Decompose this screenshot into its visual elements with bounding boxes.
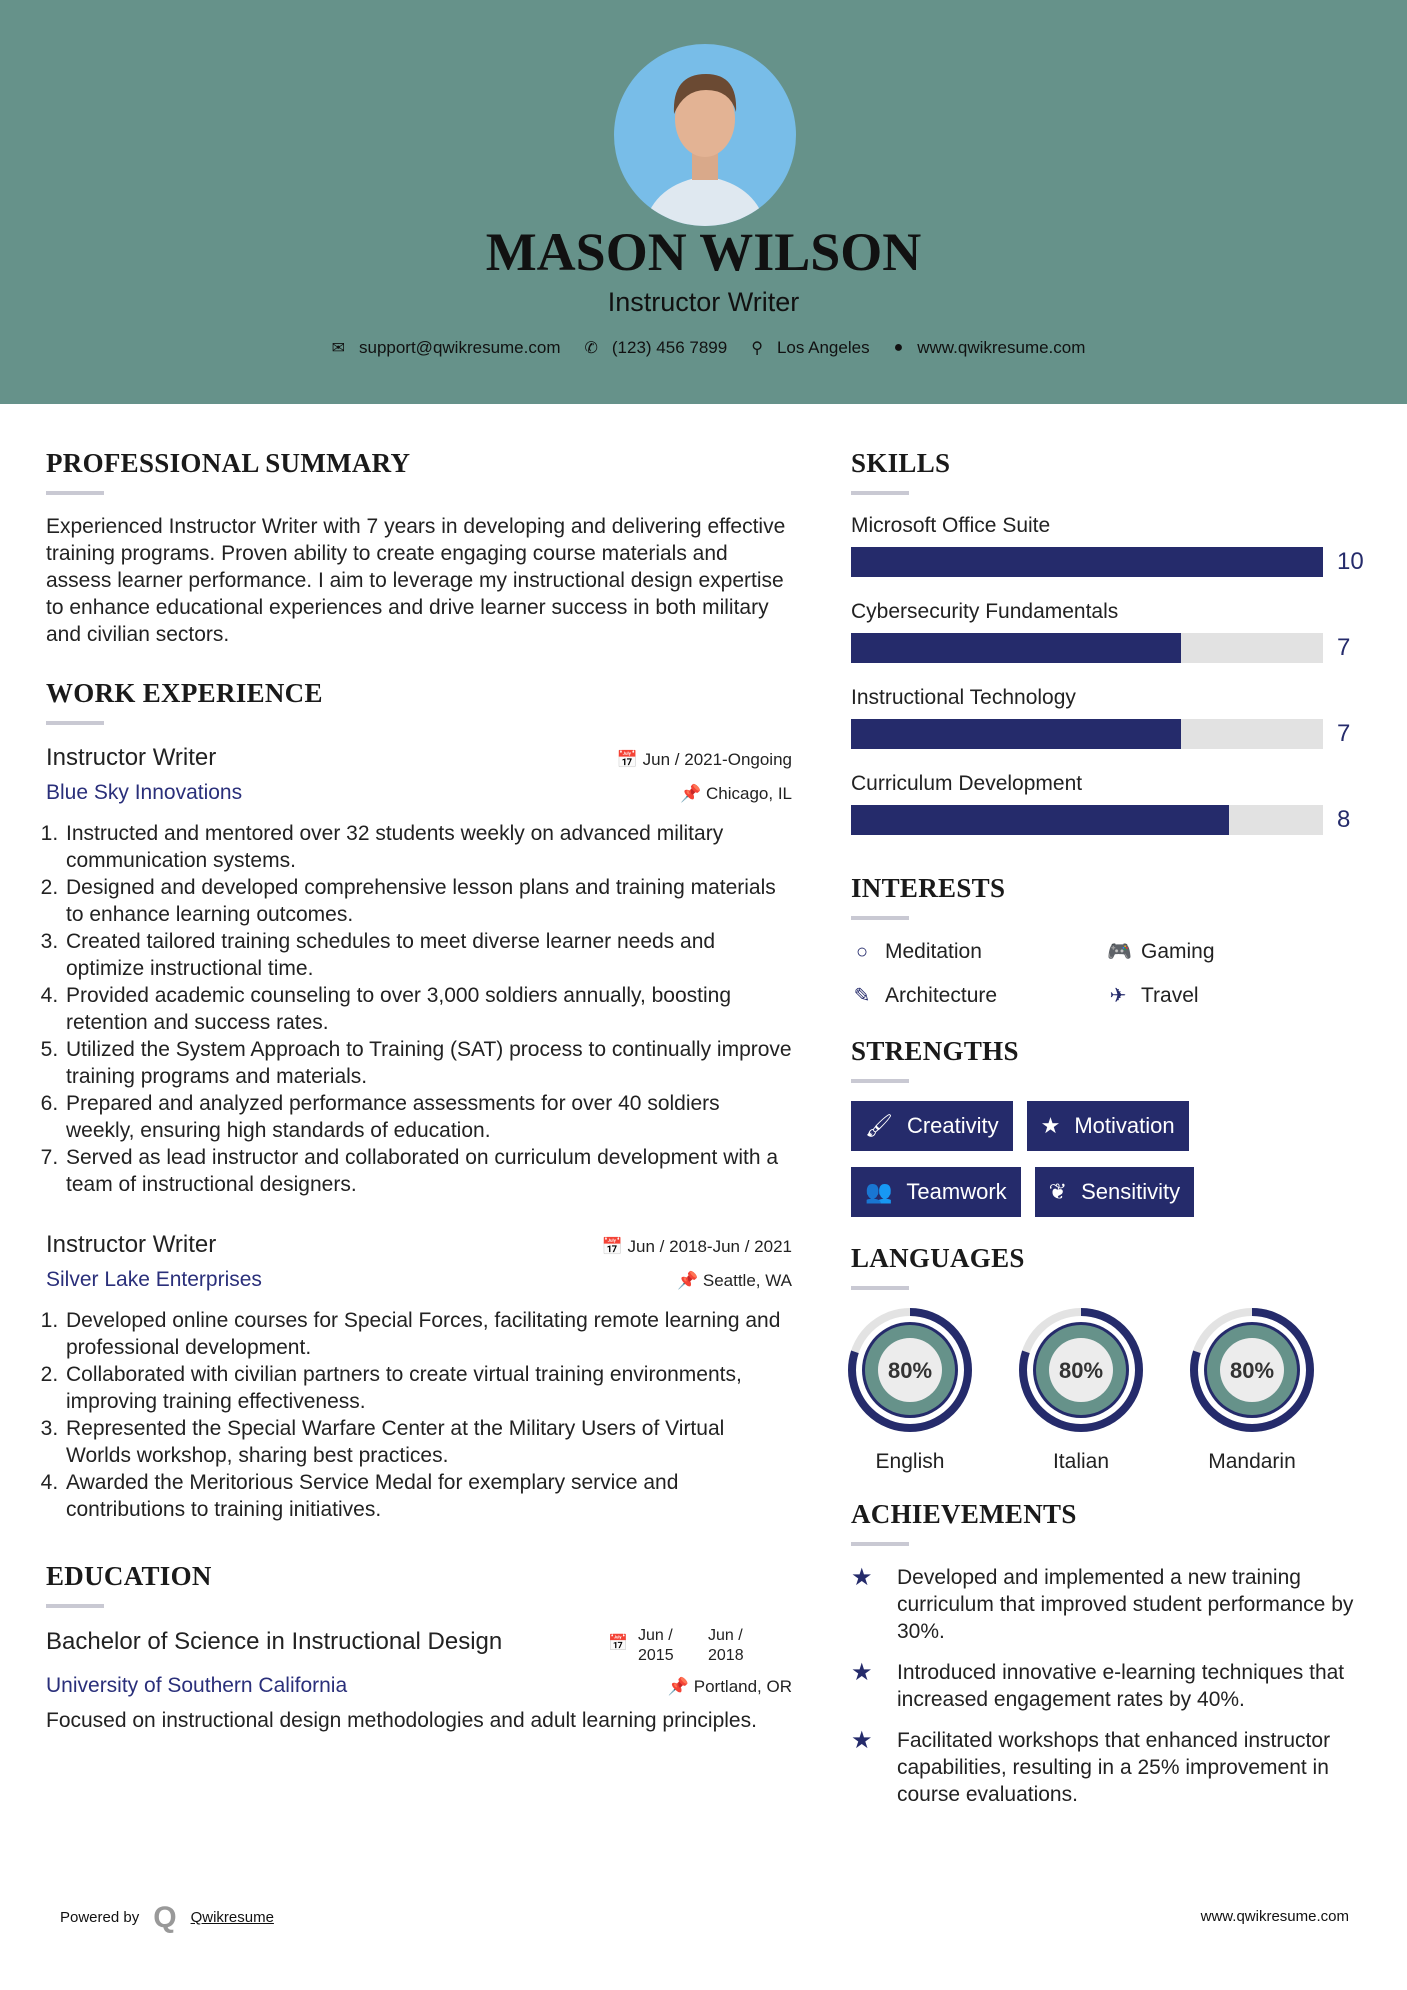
interest-gaming — [1107, 938, 1363, 966]
calendar-icon: 📅 — [601, 1237, 628, 1256]
skill-bar-fill — [851, 805, 1229, 835]
achievement-text: Developed and implemented a new training curriculum that improved student performance by 30%. — [897, 1566, 1354, 1643]
education-section — [46, 1561, 792, 1734]
strength-motivation — [1027, 1101, 1189, 1151]
list-item: 1. Developed online courses for Special Forces, facilitating remote learning and professional development. — [64, 1307, 792, 1361]
strength-sensitivity — [1035, 1167, 1194, 1217]
summary-text: Experienced Instructor Writer with 7 years in developing and delivering effective training programs. Proven ability to create engaging course materials and assess learner performance. I aim to leverage my instructional design expertise to enhance educational experiences and drive learner success in both military and civilian sectors. — [46, 515, 786, 646]
achievement-item — [851, 1564, 1371, 1645]
degree-title: Bachelor of Science in Instructional Design — [46, 1628, 503, 1655]
skill-value: 8 — [1337, 806, 1351, 833]
globe-icon: ● — [893, 339, 904, 356]
pin-icon: 📌 — [667, 1677, 694, 1696]
calendar-icon: 📅 — [608, 1635, 628, 1652]
heading-underline — [851, 491, 909, 495]
achievements-section — [851, 1499, 1381, 1808]
skill-bar — [851, 805, 1323, 835]
strength-teamwork — [851, 1167, 1021, 1217]
plane-icon: ✈ — [1109, 985, 1127, 1007]
contact-email[interactable]: support@qwikresume.com — [358, 338, 561, 357]
skill-item — [851, 771, 1381, 857]
circle-icon: ○ — [855, 941, 869, 963]
star-badge-icon: ★ — [851, 1564, 873, 1591]
job-title: Instructor Writer — [46, 1231, 217, 1258]
strength-creativity — [851, 1101, 1013, 1151]
map-marker-icon: ⚲ — [751, 340, 763, 357]
skill-bar — [851, 719, 1323, 749]
heading-underline — [46, 721, 104, 725]
envelope-icon: ✉ — [331, 340, 345, 357]
brand-link[interactable]: Qwikresume — [190, 1909, 274, 1926]
ruler-pencil-icon: ✎ — [853, 985, 871, 1007]
calendar-icon: 📅 — [616, 750, 643, 769]
language-donut — [848, 1308, 972, 1432]
pin-icon: 📌 — [680, 784, 706, 803]
job-location: Seattle, WA — [702, 1271, 792, 1290]
edu-location: Portland, OR — [693, 1677, 792, 1696]
interest-travel — [1107, 982, 1363, 1010]
achievement-text: Introduced innovative e-learning techniques that increased engagement rates by 40%. — [897, 1661, 1345, 1711]
pin-icon: 📌 — [676, 1271, 703, 1290]
language-donut — [1019, 1308, 1143, 1432]
skill-value: 7 — [1337, 634, 1351, 661]
contact-location: Los Angeles — [776, 338, 870, 357]
skill-name: Curriculum Development — [851, 772, 1083, 795]
heading-underline — [851, 1542, 909, 1546]
interest-meditation — [851, 938, 1107, 966]
language-name: Mandarin — [1208, 1450, 1296, 1473]
interest-label: Meditation — [885, 940, 982, 963]
skill-bar — [851, 633, 1323, 663]
heading-underline — [851, 916, 909, 920]
paintbrush-icon: 🖌 — [865, 1113, 893, 1138]
contact-phone[interactable]: (123) 456 7899 — [611, 338, 728, 357]
footer-powered — [60, 1903, 274, 1933]
language-percent: 80% — [1229, 1358, 1275, 1383]
achievement-text: Facilitated workshops that enhanced instructor capabilities, resulting in a 25% improvement in course evaluations. — [897, 1729, 1331, 1806]
job-title: Instructor Writer — [46, 744, 217, 771]
skill-name: Instructional Technology — [851, 686, 1076, 709]
edu-start: Jun / 2015 — [638, 1627, 674, 1664]
job-company: Silver Lake Enterprises — [46, 1268, 262, 1291]
interest-label: Travel — [1141, 984, 1199, 1007]
job-duties — [46, 1307, 792, 1523]
list-item: 7. Served as lead instructor and collaborated on curriculum development with a team of instructional designers. — [64, 1144, 792, 1198]
language-name: English — [875, 1450, 945, 1473]
footer-website[interactable]: www.qwikresume.com — [1200, 1908, 1349, 1925]
qwikresume-logo-icon: Q — [153, 1901, 177, 1934]
skill-bar-fill — [851, 633, 1181, 663]
skill-name: Microsoft Office Suite — [851, 514, 1051, 537]
job-company: Blue Sky Innovations — [46, 781, 243, 804]
job-entry — [46, 743, 792, 1198]
language-item — [1177, 1308, 1327, 1475]
interests-section — [851, 873, 1381, 1010]
interest-architecture — [851, 982, 1107, 1010]
right-column — [851, 448, 1381, 1808]
contact-bar — [0, 338, 1407, 358]
skill-name: Cybersecurity Fundamentals — [851, 600, 1119, 623]
language-percent: 80% — [1058, 1358, 1104, 1383]
skill-item — [851, 599, 1381, 685]
left-column — [46, 448, 792, 1734]
achievement-item — [851, 1727, 1371, 1808]
language-item — [835, 1308, 985, 1475]
leaf-icon: ❦ — [1048, 1179, 1068, 1204]
language-donut — [1190, 1308, 1314, 1432]
candidate-title: Instructor Writer — [607, 287, 800, 317]
interest-label: Gaming — [1141, 940, 1215, 963]
language-name: Italian — [1052, 1450, 1110, 1473]
strength-label: Motivation — [1074, 1113, 1175, 1138]
summary-section — [46, 448, 792, 648]
strength-label: Teamwork — [906, 1179, 1007, 1204]
contact-website[interactable]: www.qwikresume.com — [917, 338, 1086, 357]
strengths-section — [851, 1036, 1381, 1217]
language-item — [1006, 1308, 1156, 1475]
resume-header — [0, 0, 1407, 404]
achievement-item — [851, 1659, 1371, 1713]
star-badge-icon: ★ — [851, 1727, 873, 1754]
job-location: Chicago, IL — [706, 784, 792, 803]
list-item: 4. Awarded the Meritorious Service Medal for exemplary service and contributions to training initiatives. — [64, 1469, 792, 1523]
gamepad-icon: 🎮 — [1107, 941, 1132, 963]
section-heading: WORK EXPERIENCE — [46, 678, 323, 708]
heading-underline — [851, 1079, 909, 1083]
education-text: Focused on instructional design methodologies and adult learning principles. — [46, 1709, 757, 1732]
section-heading: INTERESTS — [851, 873, 1006, 903]
star-badge-icon: ★ — [851, 1659, 873, 1686]
list-item: 5. Utilized the System Approach to Training (SAT) process to continually improve training programs and materials. — [64, 1036, 792, 1090]
job-date: Jun / 2021-Ongoing — [642, 750, 792, 769]
section-heading: SKILLS — [851, 448, 951, 478]
skills-section — [851, 448, 1381, 857]
users-icon: 👥 — [865, 1179, 893, 1204]
job-date: Jun / 2018-Jun / 2021 — [627, 1237, 792, 1256]
star-icon: ★ — [1040, 1113, 1061, 1138]
section-heading: PROFESSIONAL SUMMARY — [46, 448, 411, 478]
edu-end: Jun / 2018 — [708, 1627, 744, 1664]
skill-item — [851, 513, 1381, 599]
school-name: University of Southern California — [46, 1674, 348, 1697]
list-item: 2. Collaborated with civilian partners to create virtual training environments, improving training effectiveness. — [64, 1361, 792, 1415]
list-item: 2. Designed and developed comprehensive lesson plans and training materials to enhance learning outcomes. — [64, 874, 792, 928]
skill-bar — [851, 547, 1323, 577]
skill-item — [851, 685, 1381, 771]
profile-photo — [614, 44, 796, 226]
job-duties — [46, 820, 792, 1198]
skill-value: 10 — [1337, 548, 1364, 575]
strength-label: Sensitivity — [1081, 1179, 1181, 1204]
job-entry — [46, 1230, 792, 1523]
languages-section — [851, 1243, 1381, 1475]
candidate-name: MASON WILSON — [485, 222, 922, 282]
section-heading: ACHIEVEMENTS — [851, 1499, 1077, 1529]
list-item: 3. Created tailored training schedules to meet diverse learner needs and optimize instructional time. — [64, 928, 792, 982]
heading-underline — [46, 1604, 104, 1608]
list-item: 1. Instructed and mentored over 32 students weekly on advanced military communication systems. — [64, 820, 792, 874]
phone-icon: ✆ — [584, 340, 598, 357]
section-heading: STRENGTHS — [851, 1036, 1019, 1066]
section-heading: EDUCATION — [46, 1561, 212, 1591]
heading-underline — [46, 491, 104, 495]
powered-by-text: Powered by — [60, 1909, 140, 1926]
skill-bar-fill — [851, 719, 1181, 749]
interest-label: Architecture — [885, 984, 998, 1007]
skill-bar-fill — [851, 547, 1323, 577]
strength-label: Creativity — [906, 1113, 999, 1138]
list-item: 6. Prepared and analyzed performance assessments for over 40 soldiers weekly, ensuring high standards of education. — [64, 1090, 792, 1144]
work-section — [46, 678, 792, 1523]
list-item: 4. Provided academic counseling to over 3,000 soldiers annually, boosting retention and success rates. — [64, 982, 792, 1036]
language-percent: 80% — [887, 1358, 933, 1383]
section-heading: LANGUAGES — [851, 1243, 1025, 1273]
skill-value: 7 — [1337, 720, 1351, 747]
list-item: 3. Represented the Special Warfare Center at the Military Users of Virtual Worlds workshop, sharing best practices. — [64, 1415, 792, 1469]
heading-underline — [851, 1286, 909, 1290]
